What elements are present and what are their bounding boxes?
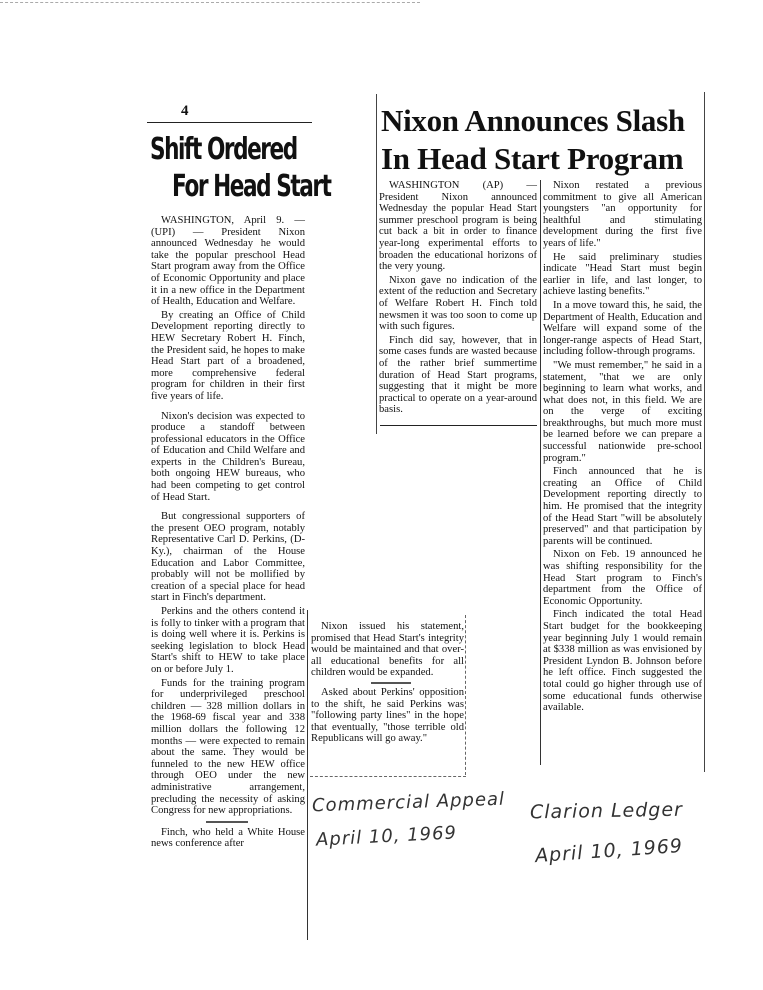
left-article-top-rule — [147, 122, 312, 123]
handwritten-source-right: Clarion Ledger — [529, 798, 684, 824]
paragraph: Finch indicated the total Head Start budget for the bookkeeping year beginning July 1 would remain at $338 million as was envisioned by President Lyndon B. Johnson before he left office. Finch suggested the total could go higher through use of some educational funds otherwise available. — [543, 609, 702, 714]
right-article-column-1 — [379, 180, 537, 416]
separator-mark — [371, 682, 411, 684]
handwritten-date-left: April 10, 1969 — [315, 822, 458, 851]
left-article-box-edge — [465, 615, 466, 775]
paragraph: By creating an Office of Child Development reporting directly to HEW Secretary Robert H. Finch, the President said, he hopes to make Head Start part of a broadened, more comprehensive federal program for children in their first five years of life. — [151, 309, 305, 402]
right-article-border-left — [376, 94, 377, 434]
handwritten-date-right: April 10, 1969 — [534, 834, 684, 868]
paragraph: WASHINGTON (AP) — President Nixon announced Wednesday the popular Head Start summer preschool program is being cut back a bit in order to finance year-long experimental efforts to broaden the educational horizons of the very young. — [379, 180, 537, 273]
paragraph: Nixon restated a previous commitment to give all American youngsters "an opportunity for healthful and stimulating development during the first five years of life." — [543, 180, 702, 249]
paragraph: Nixon issued his statement, promised that Head Start's integrity would be maintained and that over-all educational benefits for all children would be expanded. — [311, 621, 464, 679]
paragraph: Nixon on Feb. 19 announced he was shifting responsibility for the Head Start program to Finch's department from the Office of Economic Opportunity. — [543, 549, 702, 607]
left-column-divider — [307, 610, 308, 940]
right-column-divider — [540, 180, 541, 765]
handwritten-source-left: Commercial Appeal — [311, 788, 506, 817]
left-headline-line2: For Head Start — [172, 169, 331, 204]
paragraph: "We must remember," he said in a statement, "that we are only beginning to learn what works, and what does not, in this field. We are on the verge of exciting breakthroughs, but much more must be learned before we can prepare a successful nationwide pre-school program." — [543, 359, 702, 464]
paragraph: Finch announced that he is creating an Office of Child Development reporting directly to him. He promised that the integrity of the Head Start "will be absolutely preserved" and that participation by parents will be continued. — [543, 466, 702, 547]
right-headline-line2: In Head Start Program — [381, 141, 684, 176]
paragraph: Finch did say, however, that in some cases funds are wasted because of the rather brief summertime duration of Head Start programs, suggesting that it might be more practical to operate on a year-around basis. — [379, 334, 537, 416]
left-headline-line1: Shift Ordered — [150, 132, 297, 167]
paragraph: WASHINGTON, April 9. — (UPI) — President Nixon announced Wednesday he would take the popular preschool Head Start program away from the Office of Economic Opportunity and place it in a new office in the Department of Health, Education and Welfare. — [151, 215, 305, 308]
paragraph: Finch, who held a White House news conference after — [151, 826, 305, 850]
page-number: 4 — [181, 103, 189, 119]
separator-mark — [206, 821, 248, 823]
right-article-column-2 — [543, 180, 702, 714]
paragraph: Funds for the training program for underprivileged preschool children — 328 million dollars in the 1968-69 fiscal year and 338 million dollars the following 12 months — were expected to remain about the same. They would be funneled to the new HEW office through OEO under the new administrative arrangement, precluding the necessity of asking Congress for new appropriations. — [151, 677, 305, 817]
left-article-column-2 — [311, 621, 464, 745]
left-article-box-bottom — [310, 776, 466, 777]
paragraph: In a move toward this, he said, the Department of Health, Education and Welfare will expand some of the longer-range aspects of Head Start, including follow-through programs. — [543, 299, 702, 358]
paragraph: But congressional supporters of the present OEO program, notably Representative Carl D. Perkins, (D-Ky.), chairman of the House Education and Labor Committee, probably will not be mollified by creation of a special place for head start in Finch's department. — [151, 511, 305, 604]
right-headline-line1: Nixon Announces Slash — [381, 103, 685, 138]
paragraph: Nixon gave no indication of the extent of the reduction and Secretary of Welfare Robert H. Finch told newsmen it was too soon to come up with such figures. — [379, 274, 537, 333]
right-article-border-right — [704, 92, 705, 772]
right-column-1-end-rule — [380, 425, 537, 426]
paragraph: Nixon's decision was expected to produce a standoff between professional educators in the Office of Education and Child Welfare and experts in the Children's Bureau, both ongoing HEW bureaus, who had been competing to get control of Head Start. — [151, 410, 305, 503]
paragraph: Asked about Perkins' opposition to the shift, he said Perkins was "following party lines" in the hope that eventually, "those terrible old Republicans will go away." — [311, 686, 464, 745]
paragraph: Perkins and the others contend it is folly to tinker with a program that is doing well where it is. Perkins is seeking legislation to block Head Start's shift to HEW to take place on or before July 1. — [151, 606, 305, 675]
left-article-column-1 — [151, 215, 305, 850]
top-dashed-border — [0, 2, 420, 3]
paragraph: He said preliminary studies indicate "Head Start must begin earlier in life, and last longer, to achieve lasting benefits." — [543, 251, 702, 298]
